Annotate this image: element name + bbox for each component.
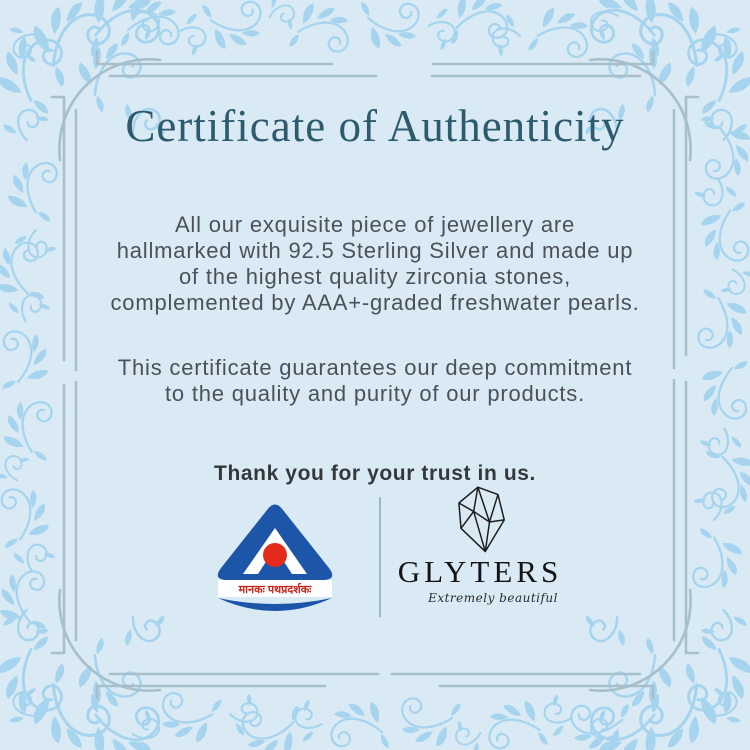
bis-red-dot <box>263 543 287 567</box>
paragraph-1-line: hallmarked with 92.5 Sterling Silver and made up <box>116 238 634 263</box>
paragraph-1-line: All our exquisite piece of jewellery are <box>174 212 576 237</box>
paragraph-1-line: complemented by AAA+-graded freshwater pearls. <box>110 290 640 315</box>
bis-swoosh <box>218 598 332 611</box>
paragraph-2-line: This certificate guarantees our deep commitment <box>117 355 633 380</box>
bis-hallmark-logo <box>210 498 340 620</box>
certificate-title: Certificate of Authenticity <box>125 101 625 151</box>
paragraph-2-line: to the quality and purity of our products. <box>164 381 586 406</box>
glyters-logo <box>390 484 570 605</box>
logo-divider <box>379 497 381 617</box>
certificate-paragraph-1 <box>60 212 690 316</box>
brand-tagline: Extremely beautiful <box>428 591 558 605</box>
paragraph-1-line: of the highest quality zirconia stones, <box>179 264 571 289</box>
diamond-icon <box>443 484 517 560</box>
certificate-paragraph-2 <box>60 355 690 407</box>
thank-you-line: Thank you for your trust in us. <box>214 462 536 485</box>
brand-name: GLYTERS <box>397 554 563 589</box>
bis-caption: मानकः पथप्रदर्शकः <box>238 584 312 596</box>
bis-hallmark-icon <box>210 498 340 620</box>
